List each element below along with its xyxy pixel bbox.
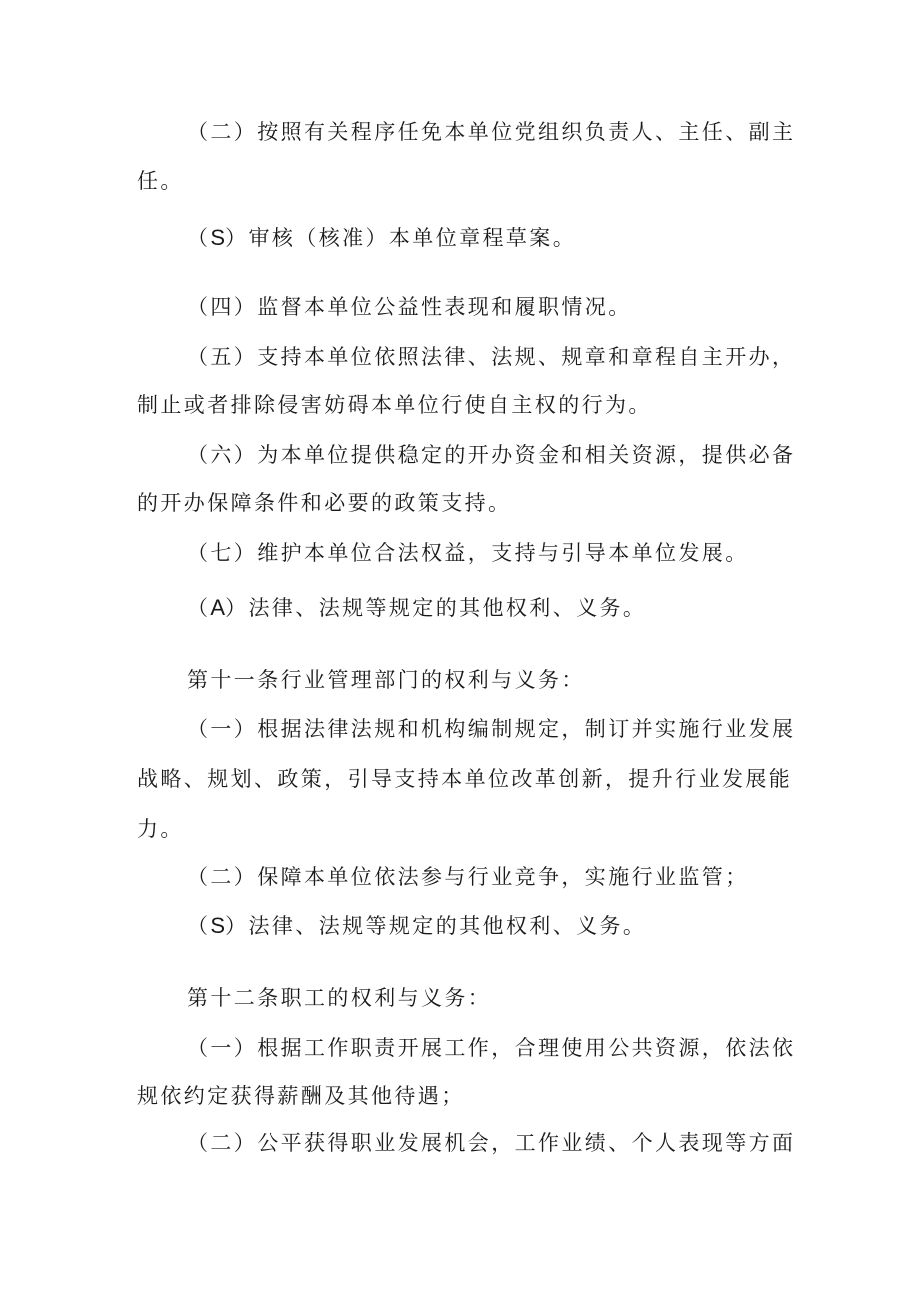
item-number: S (210, 225, 226, 250)
text-line: （一）根据工作职责开展工作，合理使用公共资源，依法依 (187, 1036, 796, 1060)
item-number: S (210, 913, 226, 938)
text-fragment: （ (187, 596, 211, 620)
text-line: 力。 (137, 817, 184, 841)
text-fragment: ）法律、法规等规定的其他权利、义务。 (225, 596, 647, 620)
text-line (187, 593, 847, 623)
article-heading: 第十二条职工的权利与义务： (187, 986, 492, 1010)
item-number: A (210, 595, 226, 620)
text-line: （二）公平获得职业发展机会，工作业绩、个人表现等方面 (187, 1131, 796, 1155)
text-fragment: （ (187, 914, 211, 938)
text-line: （二）按照有关程序任免本单位党组织负责人、主任、副主 (187, 120, 796, 144)
text-line (187, 911, 847, 941)
text-line: 的开办保障条件和必要的政策支持。 (137, 491, 512, 515)
text-line: （七）维护本单位合法权益，支持与引导本单位发展。 (187, 541, 749, 565)
text-fragment: ）法律、法规等规定的其他权利、义务。 (225, 914, 647, 938)
text-fragment: ）审核（核准）本单位章程草案。 (225, 226, 577, 250)
text-line: （六）为本单位提供稳定的开办资金和相关资源，提供必备 (187, 443, 796, 467)
text-line: （二）保障本单位依法参与行业竞争，实施行业监管； (187, 865, 749, 889)
text-line: 规依约定获得薪酬及其他待遇； (137, 1084, 465, 1108)
text-line: 战略、规划、政策，引导支持本单位改革创新，提升行业发展能 (137, 767, 793, 791)
text-line: （四）监督本单位公益性表现和履职情况。 (187, 295, 632, 319)
text-fragment: （ (187, 226, 211, 250)
text-line: （一）根据法律法规和机构编制规定，制订并实施行业发展 (187, 717, 796, 741)
article-heading: 第十一条行业管理部门的权利与义务： (187, 668, 585, 692)
text-line: （五）支持本单位依照法律、法规、规章和章程自主开办， (187, 345, 796, 369)
text-line: 任。 (137, 169, 184, 193)
text-line: 制止或者排除侵害妨碍本单位行使自主权的行为。 (137, 393, 652, 417)
text-line (187, 223, 847, 253)
